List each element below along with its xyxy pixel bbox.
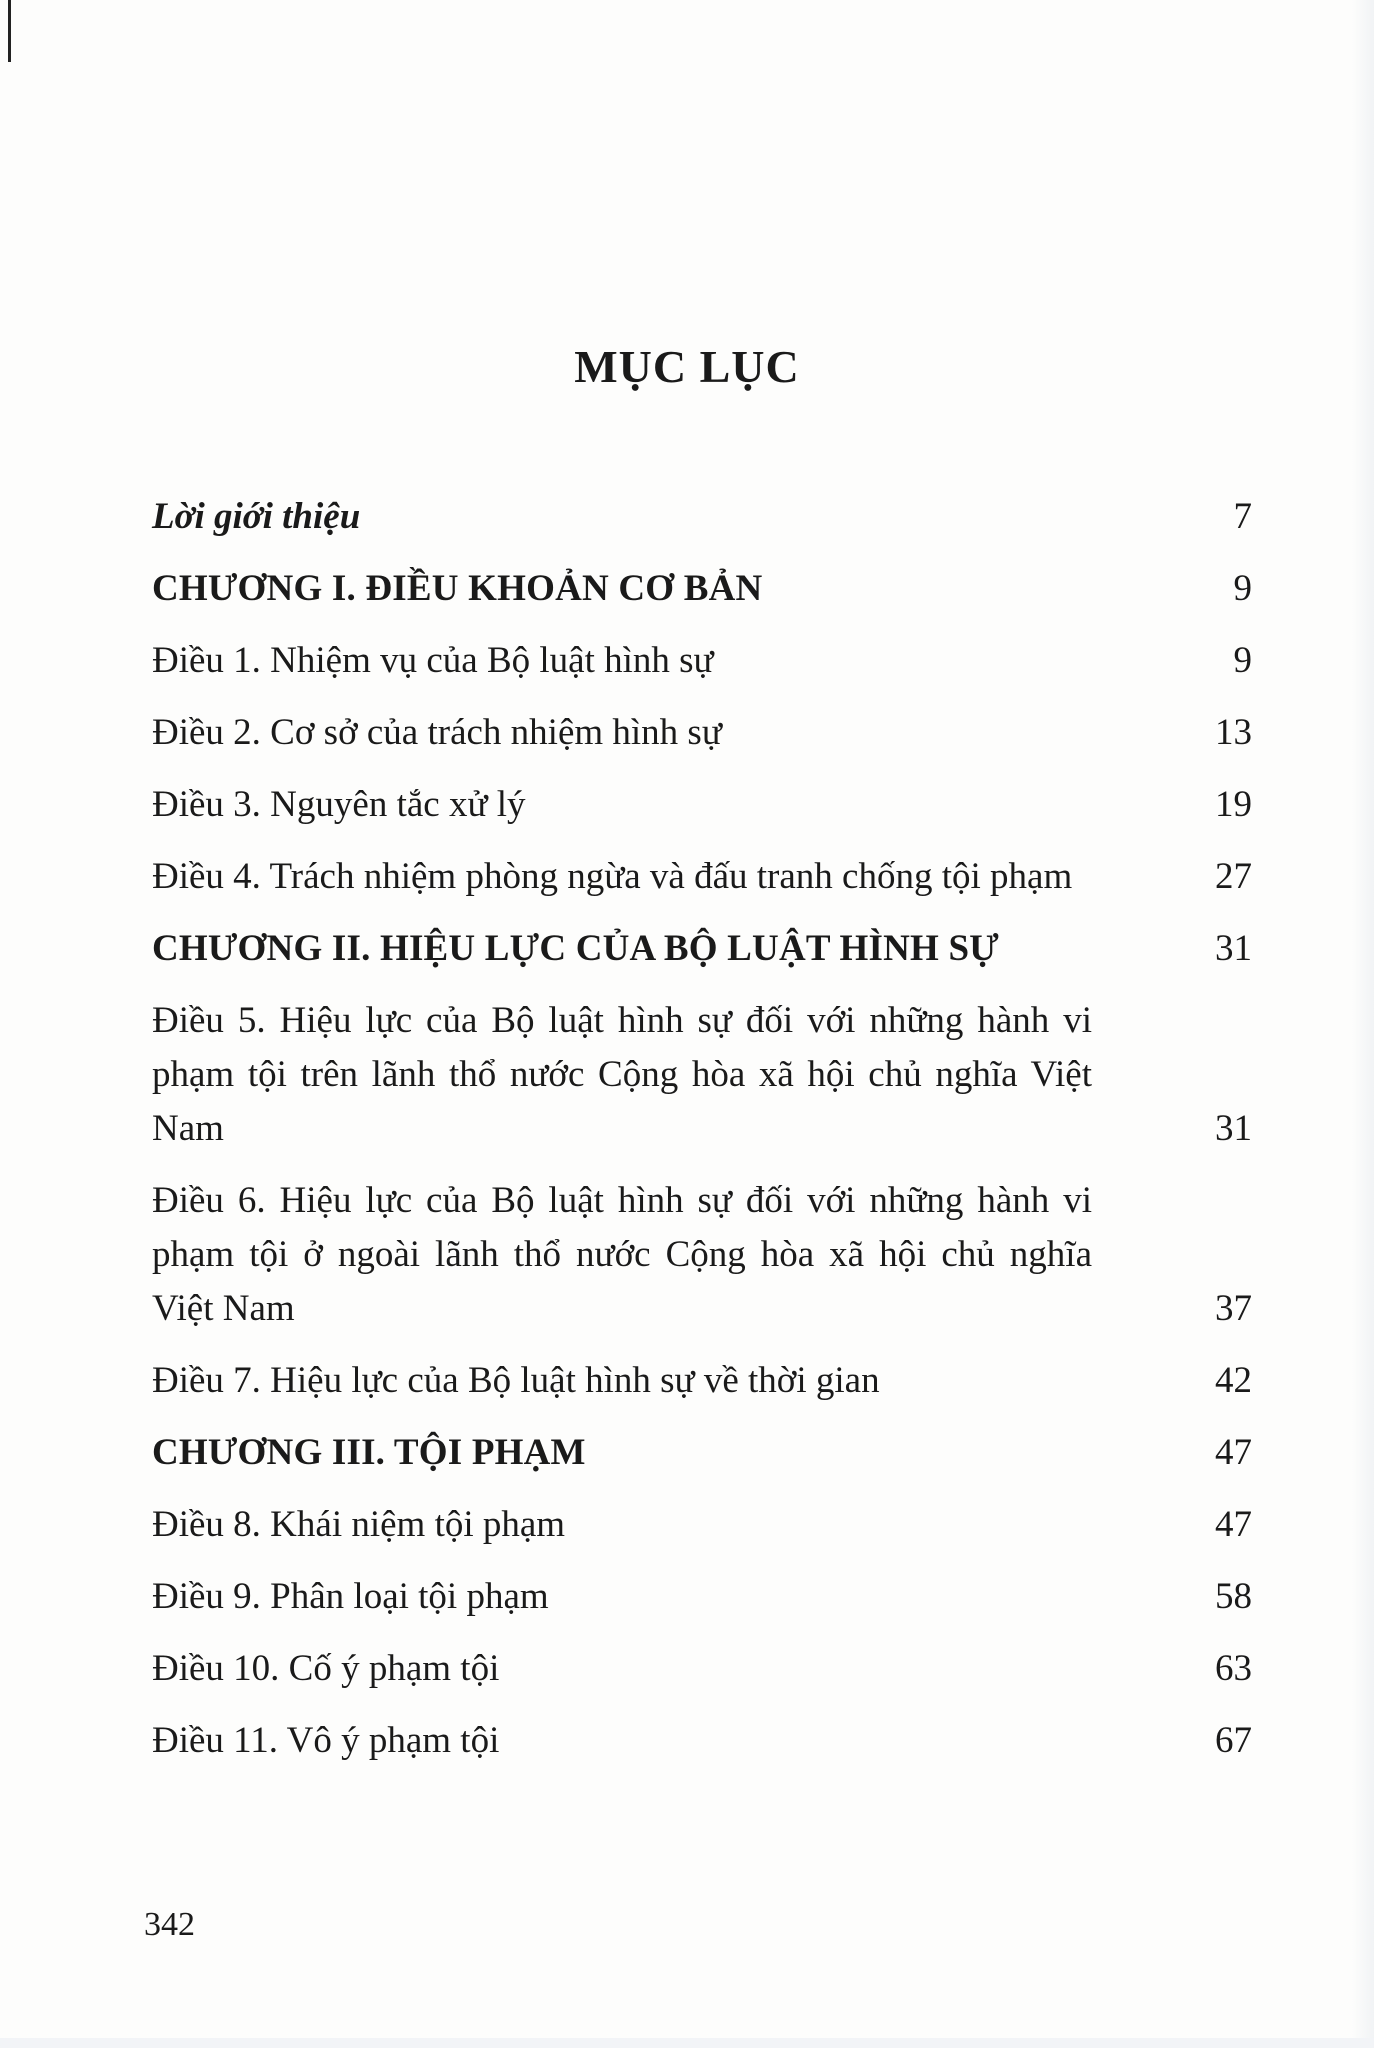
toc-entry-text: Điều 8. Khái niệm tội phạm [152,1504,566,1545]
toc-entry-text: Điều 9. Phân loại tội phạm [152,1576,549,1617]
toc-entry-page: 7 [1233,496,1252,537]
toc-entry-text: CHƯƠNG III. TỘI PHẠM [152,1432,586,1473]
toc-entry-page: 42 [1215,1360,1252,1401]
toc-chapter-3 [152,1426,1252,1480]
toc-entry-page: 67 [1215,1720,1252,1761]
toc-entry-article-5 [152,994,1252,1156]
toc-entry-article-6 [152,1174,1252,1336]
toc-entry-article-11 [152,1714,1252,1768]
scan-edge-mark [8,0,11,62]
toc-entry-article-9 [152,1570,1252,1624]
toc-entry-page: 9 [1233,568,1252,609]
toc-entry-text: Điều 4. Trách nhiệm phòng ngừa và đấu tranh chống tội phạm [152,856,1073,897]
toc-entry-page: 58 [1215,1576,1252,1617]
toc-entry-article-7 [152,1354,1252,1408]
toc-entry-article-4 [152,850,1252,904]
toc-entry-article-3 [152,778,1252,832]
toc-entry-text: Điều 11. Vô ý phạm tội [152,1720,500,1761]
toc-entry-text: Điều 10. Cố ý phạm tội [152,1648,500,1689]
toc-entry-text: Lời giới thiệu [152,496,361,537]
toc-entry-article-2 [152,706,1252,760]
toc-entry-text: Điều 5. Hiệu lực của Bộ luật hình sự đối với những hành vi phạm tội trên lãnh thổ nước Cộng hòa xã hội chủ nghĩa Việt Nam [152,1000,1092,1149]
toc-chapter-2 [152,922,1252,976]
table-of-contents [152,490,1252,1786]
toc-entry-page: 19 [1215,784,1252,825]
toc-entry-page: 31 [1215,928,1252,969]
toc-entry-text: Điều 3. Nguyên tắc xử lý [152,784,526,825]
toc-entry-text: CHƯƠNG I. ĐIỀU KHOẢN CƠ BẢN [152,568,763,609]
scan-bottom-edge [0,2038,1374,2048]
toc-entry-article-10 [152,1642,1252,1696]
toc-entry-article-1 [152,634,1252,688]
page-title: MỤC LỤC [574,341,800,392]
toc-entry-text: Điều 7. Hiệu lực của Bộ luật hình sự về thời gian [152,1360,880,1401]
toc-chapter-1 [152,562,1252,616]
toc-entry-page: 31 [1215,1108,1252,1149]
toc-entry-page: 47 [1215,1432,1252,1473]
scan-right-edge [1352,0,1374,2048]
toc-entry-text: Điều 6. Hiệu lực của Bộ luật hình sự đối với những hành vi phạm tội ở ngoài lãnh thổ nước Cộng hòa xã hội chủ nghĩa Việt Nam [152,1180,1092,1329]
toc-entry-text: Điều 2. Cơ sở của trách nhiệm hình sự [152,712,722,753]
toc-entry-page: 9 [1233,640,1252,681]
toc-entry-article-8 [152,1498,1252,1552]
toc-entry-page: 47 [1215,1504,1252,1545]
toc-entry-page: 37 [1215,1288,1252,1329]
toc-entry-page: 13 [1215,712,1252,753]
toc-entry-page: 27 [1215,856,1252,897]
toc-entry-text: CHƯƠNG II. HIỆU LỰC CỦA BỘ LUẬT HÌNH SỰ [152,928,999,969]
page-number: 342 [144,1906,195,1943]
toc-entry-text: Điều 1. Nhiệm vụ của Bộ luật hình sự [152,640,714,681]
toc-entry-page: 63 [1215,1648,1252,1689]
toc-entry-intro [152,490,1252,544]
